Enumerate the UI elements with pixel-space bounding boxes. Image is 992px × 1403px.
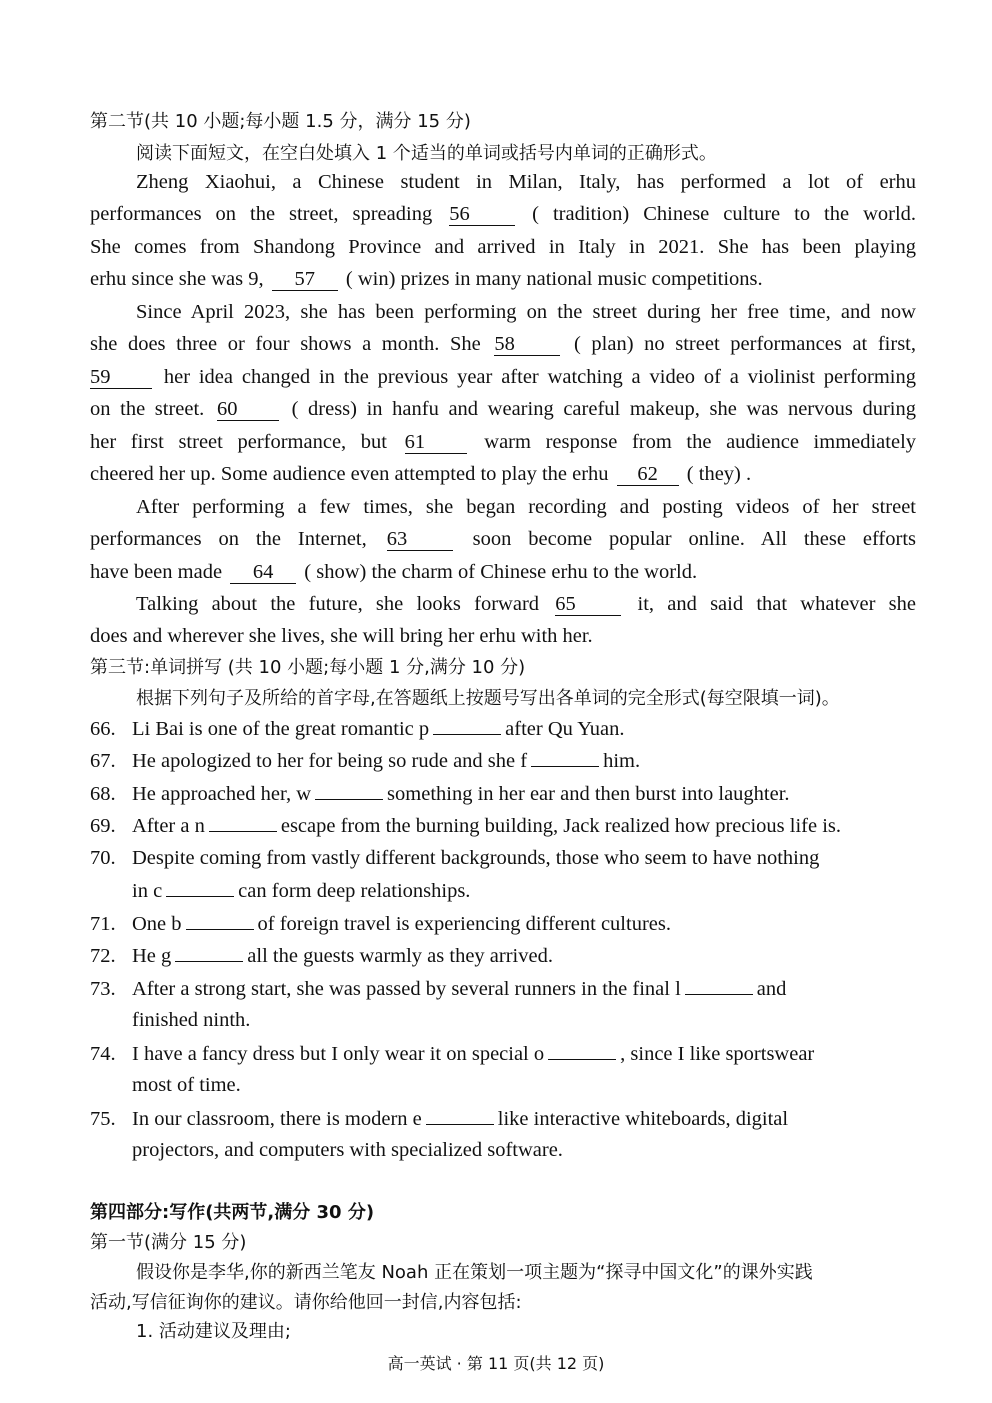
answer-blank bbox=[175, 941, 243, 962]
section3-instruction: 根据下列句子及所给的首字母,在答题纸上按题号写出各单词的完全形式(每空限填一词)。 bbox=[136, 688, 840, 709]
question-75: 75. In our classroom, there is modern e like interactive whiteboards, digital bbox=[90, 1104, 916, 1133]
passage-line: After performing a few times, she began recording and posting videos of her street bbox=[136, 496, 916, 518]
passage-line: does and wherever she lives, she will bring her erhu with her. bbox=[90, 625, 593, 647]
blank-58: 58 bbox=[494, 333, 560, 356]
question-67: 67. He apologized to her for being so rude and she f him. bbox=[90, 746, 916, 775]
answer-blank bbox=[548, 1039, 616, 1060]
part4-paragraph: 活动,写信征询你的建议。请你给他回一封信,内容包括: bbox=[90, 1292, 522, 1313]
question-72: 72. He g all the guests warmly as they arrived. bbox=[90, 941, 916, 970]
passage-line: performances on the street, spreading 56 ( tradition) Chinese culture to the world. bbox=[90, 203, 917, 225]
passage-line: erhu since she was 9, 57 ( win) prizes in many national music competitions. bbox=[90, 268, 763, 290]
passage-line: have been made 64 ( show) the charm of Chinese erhu to the world. bbox=[90, 561, 698, 583]
passage-line: 59 her idea changed in the previous year after watching a video of a violinist performing bbox=[90, 366, 916, 388]
passage-line: her first street performance, but 61 warm response from the audience immediately bbox=[90, 431, 917, 453]
passage-line: Zheng Xiaohui, a Chinese student in Milan, Italy, has performed a lot of erhu bbox=[136, 171, 916, 193]
answer-blank bbox=[685, 974, 753, 995]
question-66: 66. Li Bai is one of the great romantic p after Qu Yuan. bbox=[90, 714, 916, 743]
passage-line: She comes from Shandong Province and arrived in Italy in 2021. She has been playing bbox=[90, 236, 916, 258]
part4-heading: 第四部分:写作(共两节,满分 30 分) bbox=[90, 1202, 375, 1223]
passage-line: on the street. 60 ( dress) in hanfu and wearing careful makeup, she was nervous during bbox=[90, 398, 916, 420]
answer-blank bbox=[209, 811, 277, 832]
blank-63: 63 bbox=[387, 528, 453, 551]
blank-59: 59 bbox=[90, 366, 152, 389]
part4-list-item: 1. 活动建议及理由; bbox=[136, 1321, 291, 1342]
question-75-cont: projectors, and computers with specialized software. bbox=[132, 1139, 563, 1161]
blank-60: 60 bbox=[217, 398, 279, 421]
answer-blank bbox=[315, 779, 383, 800]
question-71: 71. One b of foreign travel is experiencing different cultures. bbox=[90, 909, 916, 938]
passage-line: Talking about the future, she looks forward 65 it, and said that whatever she bbox=[136, 593, 916, 615]
question-74: 74. I have a fancy dress but I only wear it on special o , since I like sportswear bbox=[90, 1039, 916, 1068]
passage-line: Since April 2023, she has been performing on the street during her free time, and now bbox=[136, 301, 916, 323]
blank-65: 65 bbox=[555, 593, 621, 616]
page-footer: 高一英试 · 第 11 页(共 12 页) bbox=[387, 1354, 605, 1373]
part4-subheading: 第一节(满分 15 分) bbox=[90, 1232, 247, 1253]
question-70-cont: in c can form deep relationships. bbox=[132, 876, 958, 905]
section3-heading: 第三节:单词拼写 (共 10 小题;每小题 1 分,满分 10 分) bbox=[90, 657, 526, 678]
blank-57: 57 bbox=[272, 268, 338, 291]
passage-line: cheered her up. Some audience even attempted to play the erhu 62 ( they) . bbox=[90, 463, 752, 485]
answer-blank bbox=[166, 876, 234, 897]
section2-heading: 第二节(共 10 小题;每小题 1.5 分，满分 15 分) bbox=[90, 111, 471, 132]
answer-blank bbox=[433, 714, 501, 735]
passage-line: performances on the Internet, 63 soon become popular online. All these efforts bbox=[90, 528, 917, 550]
part4-paragraph: 假设你是李华,你的新西兰笔友 Noah 正在策划一项主题为“探寻中国文化”的课外实践 bbox=[136, 1262, 813, 1283]
blank-61: 61 bbox=[405, 431, 467, 454]
answer-blank bbox=[531, 746, 599, 767]
answer-blank bbox=[186, 909, 254, 930]
question-68: 68. He approached her, w something in her ear and then burst into laughter. bbox=[90, 779, 916, 808]
question-70: 70. Despite coming from vastly different backgrounds, those who seem to have nothing bbox=[90, 847, 820, 869]
blank-56: 56 bbox=[449, 203, 515, 226]
question-74-cont: most of time. bbox=[132, 1074, 241, 1096]
blank-64: 64 bbox=[230, 561, 296, 584]
question-73: 73. After a strong start, she was passed by several runners in the final l and bbox=[90, 974, 916, 1003]
question-73-cont: finished ninth. bbox=[132, 1009, 251, 1031]
section2-instruction: 阅读下面短文，在空白处填入 1 个适当的单词或括号内单词的正确形式。 bbox=[136, 143, 717, 164]
question-69: 69. After a n escape from the burning building, Jack realized how precious life is. bbox=[90, 811, 916, 840]
passage-line: she does three or four shows a month. She 58 ( plan) no street performances at first, bbox=[90, 333, 917, 355]
answer-blank bbox=[426, 1104, 494, 1125]
blank-62: 62 bbox=[617, 463, 679, 486]
